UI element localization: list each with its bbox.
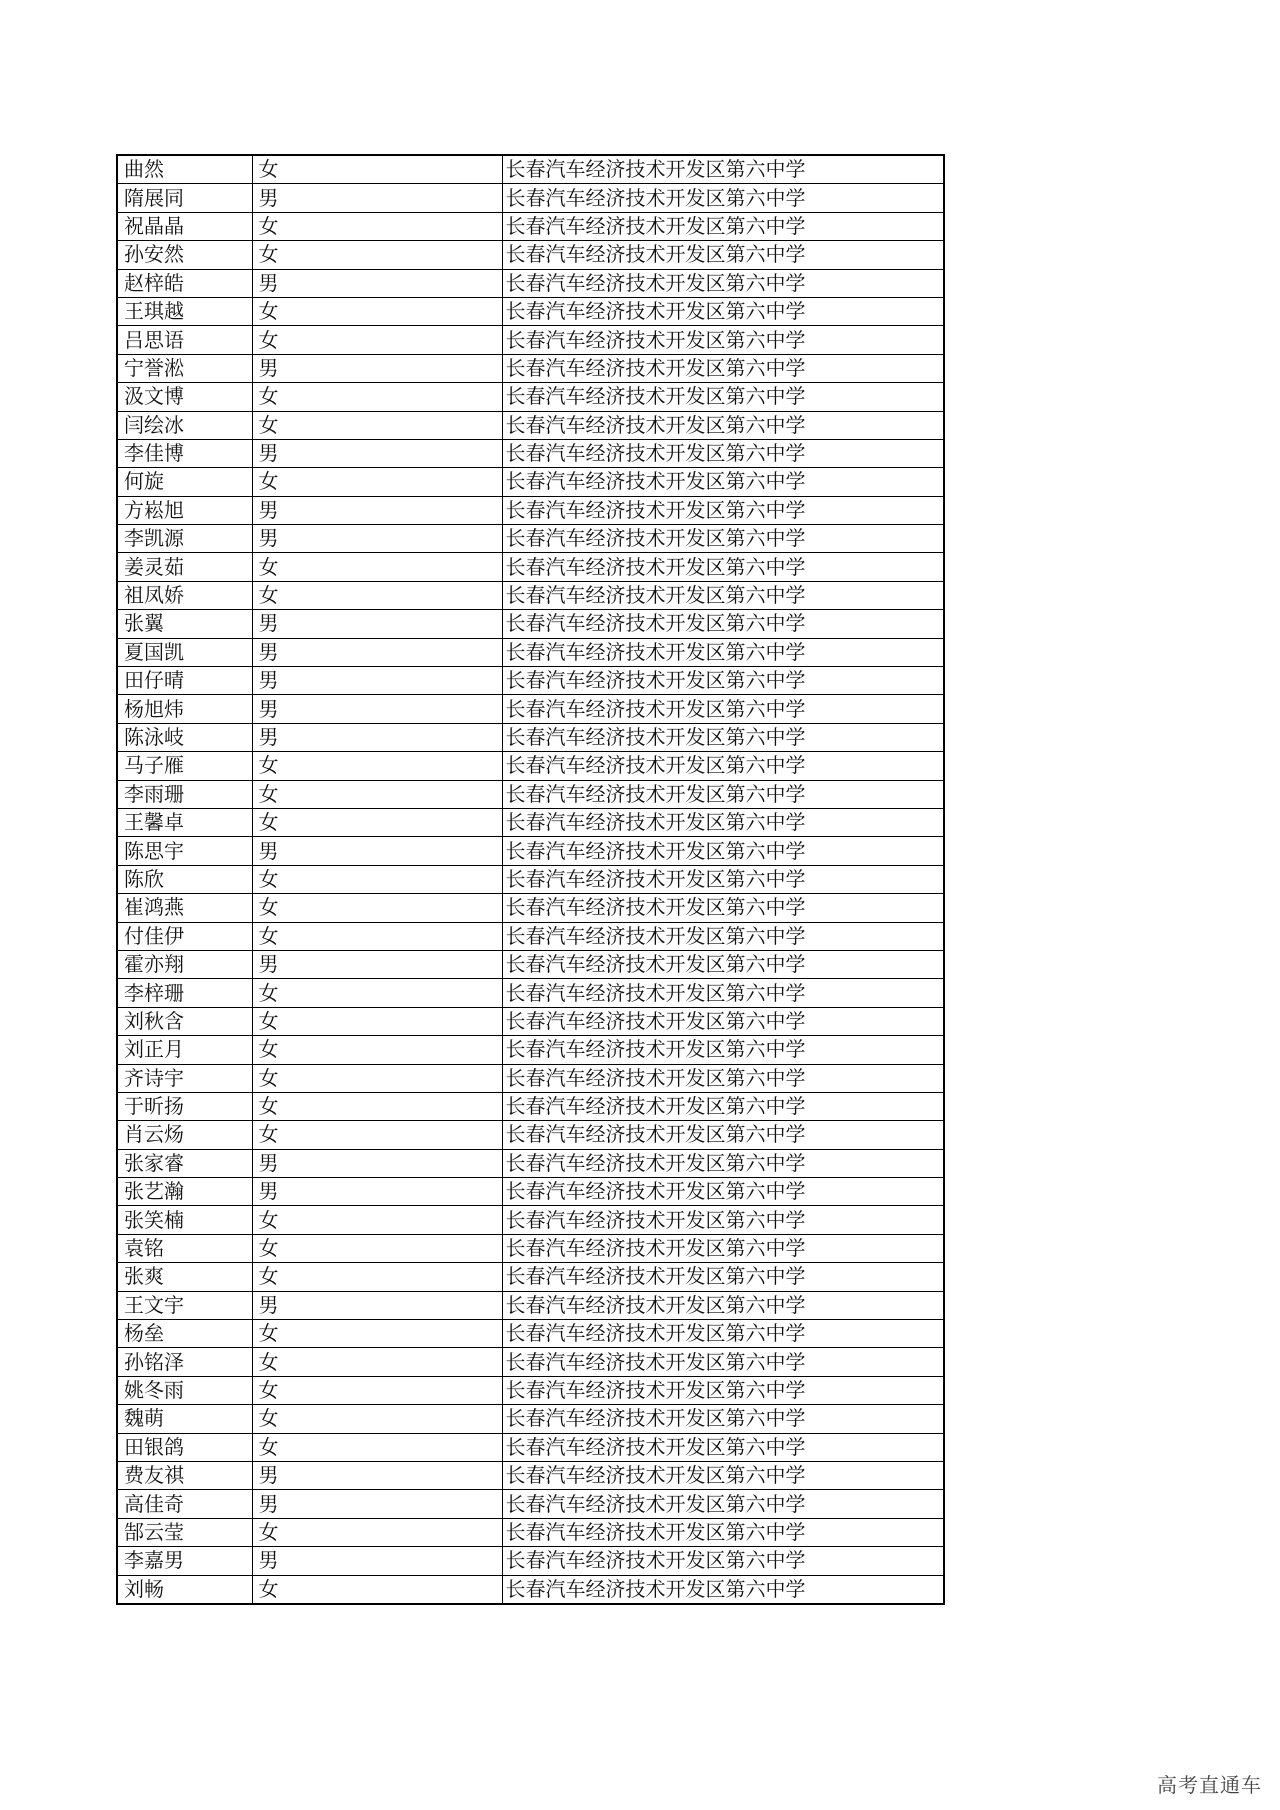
school-cell: 长春汽车经济技术开发区第六中学 <box>502 1121 944 1149</box>
student-name-cell: 崔鸿燕 <box>117 894 252 922</box>
table-row <box>117 979 944 1007</box>
school-cell: 长春汽车经济技术开发区第六中学 <box>502 1064 944 1092</box>
gender-cell: 男 <box>252 496 502 524</box>
table-row <box>117 1206 944 1234</box>
gender-cell: 女 <box>252 922 502 950</box>
school-cell: 长春汽车经济技术开发区第六中学 <box>502 1575 944 1604</box>
student-name-cell: 李凯源 <box>117 525 252 553</box>
gender-cell: 女 <box>252 1121 502 1149</box>
gender-cell: 女 <box>252 1320 502 1348</box>
gender-cell: 女 <box>252 241 502 269</box>
gender-cell: 男 <box>252 950 502 978</box>
school-cell: 长春汽车经济技术开发区第六中学 <box>502 496 944 524</box>
student-name-cell: 汲文博 <box>117 383 252 411</box>
school-cell: 长春汽车经济技术开发区第六中学 <box>502 667 944 695</box>
table-row <box>117 922 944 950</box>
table-row <box>117 1518 944 1546</box>
student-name-cell: 费友祺 <box>117 1461 252 1489</box>
table-row <box>117 1348 944 1376</box>
school-cell: 长春汽车经济技术开发区第六中学 <box>502 354 944 382</box>
school-cell: 长春汽车经济技术开发区第六中学 <box>502 1092 944 1120</box>
table-row <box>117 1291 944 1319</box>
table-row <box>117 1263 944 1291</box>
student-name-cell: 李梓珊 <box>117 979 252 1007</box>
school-cell: 长春汽车经济技术开发区第六中学 <box>502 155 944 184</box>
table-row <box>117 1320 944 1348</box>
table-row <box>117 411 944 439</box>
school-cell: 长春汽车经济技术开发区第六中学 <box>502 979 944 1007</box>
table-row <box>117 610 944 638</box>
table-row <box>117 638 944 666</box>
table-row <box>117 808 944 836</box>
table-row <box>117 269 944 297</box>
school-cell: 长春汽车经济技术开发区第六中学 <box>502 638 944 666</box>
student-name-cell: 郜云莹 <box>117 1518 252 1546</box>
student-name-cell: 祖凤娇 <box>117 581 252 609</box>
school-cell: 长春汽车经济技术开发区第六中学 <box>502 553 944 581</box>
school-cell: 长春汽车经济技术开发区第六中学 <box>502 184 944 212</box>
school-cell: 长春汽车经济技术开发区第六中学 <box>502 525 944 553</box>
student-name-cell: 姚冬雨 <box>117 1376 252 1404</box>
table-row <box>117 950 944 978</box>
student-name-cell: 姜灵茹 <box>117 553 252 581</box>
gender-cell: 女 <box>252 581 502 609</box>
gender-cell: 女 <box>252 383 502 411</box>
school-cell: 长春汽车经济技术开发区第六中学 <box>502 894 944 922</box>
table-row <box>117 212 944 240</box>
student-name-cell: 田银鸽 <box>117 1433 252 1461</box>
table-row <box>117 581 944 609</box>
table-row <box>117 439 944 467</box>
table-row <box>117 667 944 695</box>
table-row <box>117 1092 944 1120</box>
student-name-cell: 于昕扬 <box>117 1092 252 1120</box>
gender-cell: 男 <box>252 1490 502 1518</box>
gender-cell: 男 <box>252 525 502 553</box>
gender-cell: 女 <box>252 411 502 439</box>
gender-cell: 男 <box>252 837 502 865</box>
table-row <box>117 1490 944 1518</box>
table-row <box>117 468 944 496</box>
school-cell: 长春汽车经济技术开发区第六中学 <box>502 383 944 411</box>
table-row <box>117 155 944 184</box>
student-name-cell: 高佳奇 <box>117 1490 252 1518</box>
school-cell: 长春汽车经济技术开发区第六中学 <box>502 1320 944 1348</box>
table-row <box>117 525 944 553</box>
gender-cell: 女 <box>252 1575 502 1604</box>
school-cell: 长春汽车经济技术开发区第六中学 <box>502 837 944 865</box>
table-row <box>117 326 944 354</box>
table-row <box>117 723 944 751</box>
school-cell: 长春汽车经济技术开发区第六中学 <box>502 269 944 297</box>
student-name-cell: 齐诗宇 <box>117 1064 252 1092</box>
student-name-cell: 魏萌 <box>117 1405 252 1433</box>
table-row <box>117 496 944 524</box>
table-row <box>117 241 944 269</box>
gender-cell: 女 <box>252 1092 502 1120</box>
school-cell: 长春汽车经济技术开发区第六中学 <box>502 1036 944 1064</box>
watermark-text: 高考直通车 <box>1157 1773 1262 1797</box>
school-cell: 长春汽车经济技术开发区第六中学 <box>502 723 944 751</box>
student-name-cell: 田仔晴 <box>117 667 252 695</box>
gender-cell: 女 <box>252 297 502 325</box>
school-cell: 长春汽车经济技术开发区第六中学 <box>502 1263 944 1291</box>
roster-body <box>117 155 944 1604</box>
school-cell: 长春汽车经济技术开发区第六中学 <box>502 780 944 808</box>
student-name-cell: 霍亦翔 <box>117 950 252 978</box>
gender-cell: 男 <box>252 695 502 723</box>
school-cell: 长春汽车经济技术开发区第六中学 <box>502 468 944 496</box>
gender-cell: 男 <box>252 439 502 467</box>
student-name-cell: 王馨卓 <box>117 808 252 836</box>
school-cell: 长春汽车经济技术开发区第六中学 <box>502 297 944 325</box>
gender-cell: 女 <box>252 1007 502 1035</box>
gender-cell: 女 <box>252 1206 502 1234</box>
table-row <box>117 865 944 893</box>
school-cell: 长春汽车经济技术开发区第六中学 <box>502 1376 944 1404</box>
gender-cell: 女 <box>252 894 502 922</box>
school-cell: 长春汽车经济技术开发区第六中学 <box>502 241 944 269</box>
gender-cell: 女 <box>252 1234 502 1262</box>
student-name-cell: 祝晶晶 <box>117 212 252 240</box>
school-cell: 长春汽车经济技术开发区第六中学 <box>502 1178 944 1206</box>
student-name-cell: 张艺瀚 <box>117 1178 252 1206</box>
table-row <box>117 1007 944 1035</box>
table-row <box>117 695 944 723</box>
gender-cell: 女 <box>252 752 502 780</box>
student-name-cell: 马子雁 <box>117 752 252 780</box>
student-name-cell: 王文宇 <box>117 1291 252 1319</box>
table-row <box>117 1036 944 1064</box>
gender-cell: 男 <box>252 184 502 212</box>
gender-cell: 男 <box>252 1291 502 1319</box>
student-name-cell: 曲然 <box>117 155 252 184</box>
school-cell: 长春汽车经济技术开发区第六中学 <box>502 581 944 609</box>
gender-cell: 女 <box>252 1433 502 1461</box>
student-name-cell: 张家睿 <box>117 1149 252 1177</box>
gender-cell: 女 <box>252 780 502 808</box>
gender-cell: 女 <box>252 1036 502 1064</box>
gender-cell: 男 <box>252 638 502 666</box>
table-row <box>117 1064 944 1092</box>
student-name-cell: 袁铭 <box>117 1234 252 1262</box>
student-name-cell: 宁誉淞 <box>117 354 252 382</box>
school-cell: 长春汽车经济技术开发区第六中学 <box>502 1291 944 1319</box>
student-name-cell: 吕思语 <box>117 326 252 354</box>
student-name-cell: 王琪越 <box>117 297 252 325</box>
school-cell: 长春汽车经济技术开发区第六中学 <box>502 1206 944 1234</box>
student-name-cell: 陈欣 <box>117 865 252 893</box>
gender-cell: 男 <box>252 610 502 638</box>
table-row <box>117 553 944 581</box>
gender-cell: 女 <box>252 468 502 496</box>
school-cell: 长春汽车经济技术开发区第六中学 <box>502 1461 944 1489</box>
gender-cell: 女 <box>252 326 502 354</box>
student-name-cell: 张笑楠 <box>117 1206 252 1234</box>
table-row <box>117 1149 944 1177</box>
school-cell: 长春汽车经济技术开发区第六中学 <box>502 1234 944 1262</box>
table-row <box>117 1178 944 1206</box>
table-row <box>117 1234 944 1262</box>
gender-cell: 女 <box>252 1263 502 1291</box>
gender-cell: 女 <box>252 1064 502 1092</box>
school-cell: 长春汽车经济技术开发区第六中学 <box>502 1433 944 1461</box>
student-name-cell: 夏国凯 <box>117 638 252 666</box>
gender-cell: 男 <box>252 1461 502 1489</box>
student-name-cell: 陈泳岐 <box>117 723 252 751</box>
table-row <box>117 1433 944 1461</box>
school-cell: 长春汽车经济技术开发区第六中学 <box>502 610 944 638</box>
gender-cell: 男 <box>252 1149 502 1177</box>
gender-cell: 男 <box>252 667 502 695</box>
school-cell: 长春汽车经济技术开发区第六中学 <box>502 326 944 354</box>
school-cell: 长春汽车经济技术开发区第六中学 <box>502 1149 944 1177</box>
table-row <box>117 894 944 922</box>
table-row <box>117 780 944 808</box>
student-name-cell: 张爽 <box>117 1263 252 1291</box>
gender-cell: 女 <box>252 212 502 240</box>
school-cell: 长春汽车经济技术开发区第六中学 <box>502 922 944 950</box>
table-row <box>117 184 944 212</box>
student-name-cell: 孙安然 <box>117 241 252 269</box>
school-cell: 长春汽车经济技术开发区第六中学 <box>502 1518 944 1546</box>
gender-cell: 男 <box>252 723 502 751</box>
gender-cell: 女 <box>252 865 502 893</box>
school-cell: 长春汽车经济技术开发区第六中学 <box>502 695 944 723</box>
table-row <box>117 354 944 382</box>
table-row <box>117 1376 944 1404</box>
gender-cell: 男 <box>252 269 502 297</box>
table-row <box>117 752 944 780</box>
school-cell: 长春汽车经济技术开发区第六中学 <box>502 950 944 978</box>
student-name-cell: 李嘉男 <box>117 1547 252 1575</box>
student-name-cell: 刘畅 <box>117 1575 252 1604</box>
student-name-cell: 肖云炀 <box>117 1121 252 1149</box>
student-name-cell: 杨垒 <box>117 1320 252 1348</box>
student-name-cell: 杨旭炜 <box>117 695 252 723</box>
gender-cell: 女 <box>252 155 502 184</box>
gender-cell: 女 <box>252 1376 502 1404</box>
table-row <box>117 1575 944 1604</box>
school-cell: 长春汽车经济技术开发区第六中学 <box>502 439 944 467</box>
table-row <box>117 383 944 411</box>
gender-cell: 女 <box>252 553 502 581</box>
gender-cell: 女 <box>252 1405 502 1433</box>
student-name-cell: 刘秋含 <box>117 1007 252 1035</box>
school-cell: 长春汽车经济技术开发区第六中学 <box>502 1490 944 1518</box>
table-row <box>117 1405 944 1433</box>
gender-cell: 男 <box>252 1547 502 1575</box>
school-cell: 长春汽车经济技术开发区第六中学 <box>502 865 944 893</box>
student-name-cell: 闫绘冰 <box>117 411 252 439</box>
gender-cell: 女 <box>252 808 502 836</box>
gender-cell: 男 <box>252 354 502 382</box>
student-name-cell: 方崧旭 <box>117 496 252 524</box>
table-row <box>117 837 944 865</box>
student-name-cell: 孙铭泽 <box>117 1348 252 1376</box>
student-name-cell: 李佳博 <box>117 439 252 467</box>
gender-cell: 女 <box>252 1518 502 1546</box>
gender-cell: 女 <box>252 1348 502 1376</box>
table-row <box>117 1461 944 1489</box>
student-name-cell: 李雨珊 <box>117 780 252 808</box>
school-cell: 长春汽车经济技术开发区第六中学 <box>502 411 944 439</box>
school-cell: 长春汽车经济技术开发区第六中学 <box>502 752 944 780</box>
school-cell: 长春汽车经济技术开发区第六中学 <box>502 1547 944 1575</box>
student-name-cell: 张翼 <box>117 610 252 638</box>
school-cell: 长春汽车经济技术开发区第六中学 <box>502 1007 944 1035</box>
student-name-cell: 刘正月 <box>117 1036 252 1064</box>
table-row <box>117 1121 944 1149</box>
student-name-cell: 赵梓皓 <box>117 269 252 297</box>
student-name-cell: 何旋 <box>117 468 252 496</box>
school-cell: 长春汽车经济技术开发区第六中学 <box>502 212 944 240</box>
gender-cell: 女 <box>252 979 502 1007</box>
school-cell: 长春汽车经济技术开发区第六中学 <box>502 1348 944 1376</box>
table-row <box>117 297 944 325</box>
student-roster-table <box>116 154 945 1605</box>
gender-cell: 男 <box>252 1178 502 1206</box>
student-name-cell: 陈思宇 <box>117 837 252 865</box>
school-cell: 长春汽车经济技术开发区第六中学 <box>502 1405 944 1433</box>
student-name-cell: 付佳伊 <box>117 922 252 950</box>
table-row <box>117 1547 944 1575</box>
student-name-cell: 隋展同 <box>117 184 252 212</box>
school-cell: 长春汽车经济技术开发区第六中学 <box>502 808 944 836</box>
